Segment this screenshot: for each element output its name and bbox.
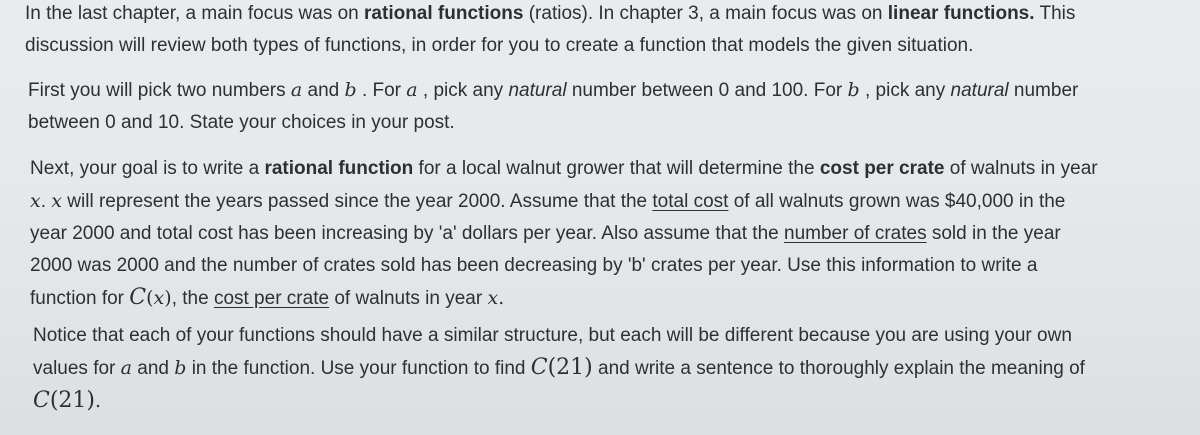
cost-per-crate-bold: cost per crate	[819, 158, 945, 179]
text-run: First you will pick two numbers	[28, 80, 291, 101]
math-x: x	[153, 287, 165, 309]
math-period: .	[498, 287, 505, 309]
text-run: In the last chapter, a main focus was on	[25, 3, 365, 24]
math-c: C	[530, 355, 548, 380]
natural-italic: natural	[950, 80, 1009, 101]
math-paren: )	[164, 287, 172, 309]
total-cost-underlined: total cost	[652, 191, 729, 212]
rational-functions-bold: rational functions	[364, 3, 524, 24]
choose-line-1	[28, 74, 1078, 107]
goal-paragraph	[30, 153, 1098, 315]
math-c: C	[129, 285, 147, 310]
text-run: sold in the year	[926, 223, 1061, 244]
text-run: values for	[33, 358, 121, 379]
text-run: will represent the years passed since the year 2000. Assume that the	[62, 191, 653, 212]
text-run: (ratios). In chapter 3, a main focus was on	[523, 3, 888, 24]
text-run: Next, your goal is to write a	[30, 158, 265, 179]
notice-paragraph	[33, 320, 1085, 418]
rational-function-bold: rational function	[264, 158, 414, 179]
notice-line-2	[33, 352, 1085, 385]
goal-line-3	[30, 218, 1098, 250]
math-paren: (	[146, 287, 154, 309]
math-b: b	[174, 357, 187, 379]
text-run: year 2000 and total cost has been increasing by 'a' dollars per year. Also assume that the	[30, 223, 784, 244]
text-run: and	[302, 80, 345, 101]
choose-numbers-paragraph	[28, 74, 1078, 139]
math-a: a	[120, 357, 132, 379]
text-run: . For	[356, 80, 407, 101]
text-run: .	[40, 191, 52, 212]
text-run: and write a sentence to thoroughly explain the meaning of	[592, 358, 1085, 379]
notice-line-3	[33, 385, 1085, 418]
text-run: of walnuts in year	[944, 158, 1098, 179]
math-arg-21: (21)	[49, 388, 96, 413]
number-of-crates-underlined: number of crates	[784, 223, 927, 244]
text-run: , pick any	[859, 80, 951, 101]
math-x: x	[30, 190, 41, 212]
intro-paragraph	[25, 0, 1075, 62]
math-x: x	[487, 287, 499, 309]
text-run: number between 0 and 100. For	[566, 80, 848, 101]
goal-line-1	[30, 153, 1098, 185]
natural-italic: natural	[508, 80, 567, 101]
text-run: of all walnuts grown was $40,000 in the	[728, 191, 1066, 212]
text-run: number	[1008, 80, 1079, 101]
cost-per-crate-underlined: cost per crate	[213, 288, 330, 309]
choose-line-2: between 0 and 10. State your choices in your post.	[28, 112, 455, 133]
math-period: .	[95, 390, 102, 412]
text-run: of walnuts in year	[329, 288, 488, 309]
text-run: in the function. Use your function to find	[186, 358, 531, 379]
text-run: for a local walnut grower that will determine the	[413, 158, 820, 179]
math-b: b	[344, 79, 357, 101]
text-run: and	[131, 358, 175, 379]
linear-functions-bold: linear functions.	[887, 3, 1035, 24]
goal-line-2	[30, 185, 1098, 218]
math-a: a	[290, 79, 303, 101]
text-run: function for	[30, 288, 130, 309]
math-b: b	[847, 79, 860, 101]
text-run: , pick any	[417, 80, 509, 101]
goal-line-4: 2000 was 2000 and the number of crates sold has been decreasing by 'b' crates per year. Use this information to write a	[30, 255, 1038, 276]
math-c: C	[33, 388, 50, 413]
notice-line-1: Notice that each of your functions should have a similar structure, but each will be different because you are using your own	[33, 325, 1072, 346]
text-run: , the	[171, 288, 214, 309]
math-a: a	[406, 79, 418, 101]
intro-line-1	[25, 0, 1075, 30]
math-x: x	[51, 190, 62, 212]
math-arg-21: (21)	[547, 355, 593, 380]
text-run: This	[1034, 3, 1076, 24]
goal-line-5	[30, 282, 1098, 315]
intro-line-2: discussion will review both types of functions, in order for you to create a function that models the given situation.	[25, 35, 974, 56]
